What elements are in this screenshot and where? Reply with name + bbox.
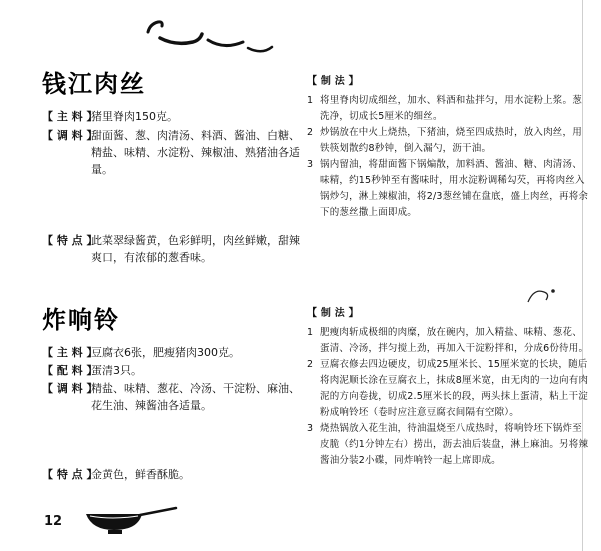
step-number: 1 [307,95,314,106]
recipe1-feature [42,232,302,266]
step-text: 烧热锅放入花生油，待油温烧至八成热时，将响铃坯下锅炸至皮脆（约1分钟左右）捞出，沥去油后装盘，淋上麻油。另将辣酱油分装2小碟，同炸响铃一起上席即成。 [320,423,589,466]
step-number: 3 [307,423,314,434]
field-value: 蛋清3只。 [91,364,142,377]
recipe2-feature [42,466,302,483]
step-number: 1 [307,327,314,338]
method-step [307,157,589,221]
method-step [307,421,589,469]
recipe2-main-ingredient [42,344,302,361]
recipe-title-zhaxiangling: 炸响铃 [42,305,120,334]
recipe1-method [307,74,589,221]
method-step [307,357,589,421]
step-number: 2 [307,127,314,138]
field-value: 精盐、味精、葱花、冷汤、干淀粉、麻油、花生油、辣酱油各适量。 [91,382,300,412]
method-heading: 【 制 法 】 [307,308,359,319]
field-value: 甜面酱、葱、肉清汤、料酒、酱油、白糖、精盐、味精、水淀粉、辣椒油、熟猪油各适量。 [91,129,300,176]
step-text: 将里脊肉切成细丝，加水、料酒和盐拌匀，用水淀粉上浆。葱洗净，切成长5厘米的细丝。 [320,95,582,122]
wok-icon [80,506,180,538]
field-value: 金黄色，鲜香酥脆。 [91,468,190,481]
method-heading: 【 制 法 】 [307,76,359,87]
step-text: 锅内留油，将甜面酱下锅煸散，加料酒、酱油、糖、肉清汤、味精，约15秒钟至有酱味时，用水淀粉调稀勾芡，再将肉丝入锅炒匀，淋上辣椒油，将2/3葱丝铺在盘底，盛上肉丝，再将余下的葱丝撒上面即成。 [320,159,589,218]
recipe1-seasoning [42,127,302,178]
step-number: 3 [307,159,314,170]
method-step [307,125,589,157]
field-value: 猪里脊肉150克。 [91,110,178,123]
method-step [307,93,589,125]
recipe2-seasoning [42,380,302,414]
brush-dot-decoration [520,282,560,308]
field-label: 【 主 料 】 [42,346,98,359]
step-text: 炒锅放在中火上烧热，下猪油，烧至四成热时，放入肉丝，用铁筷划散约8秒钟，倒入漏勺，沥干油。 [320,127,582,154]
field-label: 【 调 料 】 [42,129,98,142]
field-label: 【 特 点 】 [42,234,98,247]
field-label: 【 特 点 】 [42,468,98,481]
method-step [307,325,589,357]
step-text: 豆腐衣修去四边硬皮，切成25厘米长、15厘米宽的长块，随后将肉泥顺长涂在豆腐衣上，抹成8厘米宽，由无肉的一边向有肉泥的方向卷拢，切成2.5厘米长的段，两头抹上蛋清，粘上干淀粉成响铃坯（卷时应注意豆腐衣间隔有空隙）。 [320,359,589,418]
step-number: 2 [307,359,314,370]
recipe1-main-ingredient [42,108,302,125]
recipe2-method [307,306,589,469]
field-value: 豆腐衣6张，肥瘦猪肉300克。 [91,346,240,359]
recipe-title-qianjiang: 钱江肉丝 [42,69,146,98]
page-number: 12 [44,514,63,529]
field-label: 【 调 料 】 [42,382,98,395]
step-text: 肥瘦肉斩成极细的肉糜，放在碗内，加入精盐、味精、葱花、蛋清、冷汤，拌匀搅上劲，再加入干淀粉拌和，分成6份待用。 [320,327,589,354]
field-value: 此菜翠绿酱黄，色彩鲜明，肉丝鲜嫩，甜辣爽口，有浓郁的葱香味。 [91,234,300,264]
field-label: 【 主 料 】 [42,110,98,123]
recipe2-side-ingredient [42,362,302,379]
field-label: 【 配 料 】 [42,364,98,377]
